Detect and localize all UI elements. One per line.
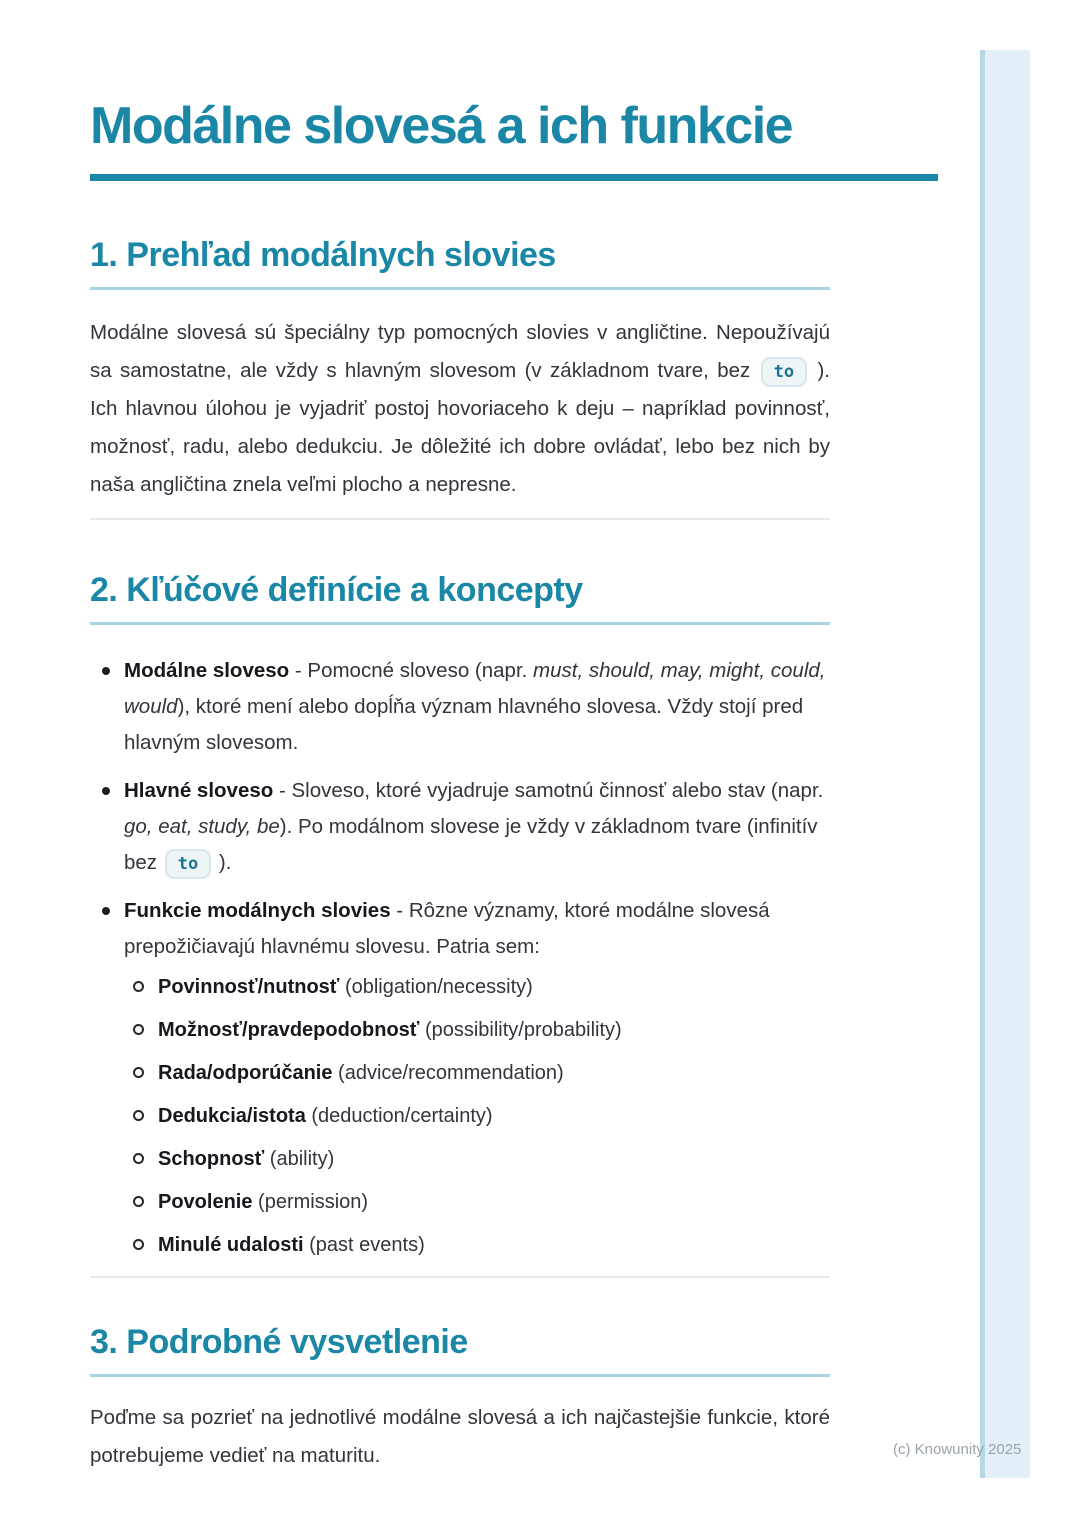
section-1-paragraph: [90, 314, 830, 504]
code-chip-to: to: [165, 849, 211, 879]
paragraph-text: Modálne slovesá sú špeciálny typ pomocných slovies v angličtine. Nepoužívajú sa samostatne, ale vždy s hlavným slovesom (v základnom tvare, bez: [90, 321, 830, 382]
definition-text: ).: [213, 851, 232, 874]
section-3-heading: 3. Podrobné vysvetlenie: [90, 1322, 830, 1377]
definition-examples-italic: go, eat, study, be: [124, 815, 280, 838]
definition-term: Modálne sloveso: [124, 659, 290, 682]
sublist-item-schopnost: [124, 1147, 830, 1171]
section-1-heading: 1. Prehľad modálnych slovies: [90, 235, 830, 290]
right-margin-stripe: [980, 50, 1030, 1478]
function-term: Možnosť/pravdepodobnosť: [158, 1019, 420, 1041]
function-translation: (advice/recommendation): [332, 1062, 564, 1084]
list-item-funkcie: [90, 893, 830, 1257]
code-chip-to: to: [761, 357, 807, 387]
list-item-hlavne-sloveso: [90, 773, 830, 881]
function-term: Schopnosť: [158, 1148, 265, 1170]
sublist-item-dedukcia: [124, 1104, 830, 1128]
function-translation: (possibility/probability): [419, 1019, 622, 1041]
definition-text: ), ktoré mení alebo dopĺňa význam hlavného slovesa. Vždy stojí pred hlavným slovesom.: [124, 695, 804, 754]
page-title: Modálne slovesá a ich funkcie: [90, 97, 793, 155]
functions-sublist: [124, 975, 830, 1257]
definition-term: Funkcie modálnych slovies: [124, 899, 391, 922]
function-translation: (permission): [252, 1191, 369, 1213]
document-content: [90, 0, 942, 1475]
definitions-list: [90, 653, 830, 1257]
definition-separator: -: [273, 779, 292, 802]
definition-text: Pomocné sloveso (napr.: [307, 659, 534, 682]
definition-separator: -: [289, 659, 308, 682]
section-2-heading: 2. Kľúčové definície a koncepty: [90, 570, 830, 625]
definition-examples-italic: must, should, may, might, could, would: [124, 659, 826, 718]
function-translation: (past events): [303, 1234, 425, 1256]
sublist-item-minule-udalosti: [124, 1233, 830, 1257]
copyright-footer: (c) Knowunity 2025: [893, 1441, 1022, 1458]
section-3-paragraph: Poďme sa pozrieť na jednotlivé modálne slovesá a ich najčastejšie funkcie, ktoré potrebujeme vedieť na maturitu.: [90, 1406, 830, 1467]
function-translation: (deduction/certainty): [305, 1105, 493, 1127]
function-translation: (obligation/necessity): [339, 976, 533, 998]
list-item-modalne-sloveso: [90, 653, 830, 761]
sublist-item-rada: [124, 1061, 830, 1085]
definition-text: Rôzne významy, ktoré modálne slovesá prepožičiavajú hlavnému slovesu. Patria sem:: [124, 899, 770, 958]
title-rule: [90, 174, 938, 181]
function-term: Rada/odporúčanie: [158, 1062, 333, 1084]
function-translation: (ability): [264, 1148, 335, 1170]
section-divider: [90, 518, 830, 520]
function-term: Minulé udalosti: [158, 1234, 304, 1256]
definition-text: Sloveso, ktoré vyjadruje samotnú činnosť alebo stav (napr.: [291, 779, 824, 802]
definition-text: ). Po modálnom slovese je vždy v základnom tvare (infinitív bez: [124, 815, 818, 874]
section-divider: [90, 1276, 830, 1278]
function-term: Dedukcia/istota: [158, 1105, 306, 1127]
function-term: Povinnosť/nutnosť: [158, 976, 340, 998]
sublist-item-povolenie: [124, 1190, 830, 1214]
definition-term: Hlavné sloveso: [124, 779, 274, 802]
paragraph-text: ). Ich hlavnou úlohou je vyjadriť postoj hovoriaceho k deju – napríklad povinnosť, možnosť, radu, alebo dedukciu. Je dôležité ich dobre ovládať, lebo bez nich by naša angličtina znela veľmi plocho a nepresne.: [90, 359, 831, 496]
definition-separator: -: [390, 899, 409, 922]
sublist-item-povinnost: [124, 975, 830, 999]
function-term: Povolenie: [158, 1191, 253, 1213]
sublist-item-moznost: [124, 1018, 830, 1042]
